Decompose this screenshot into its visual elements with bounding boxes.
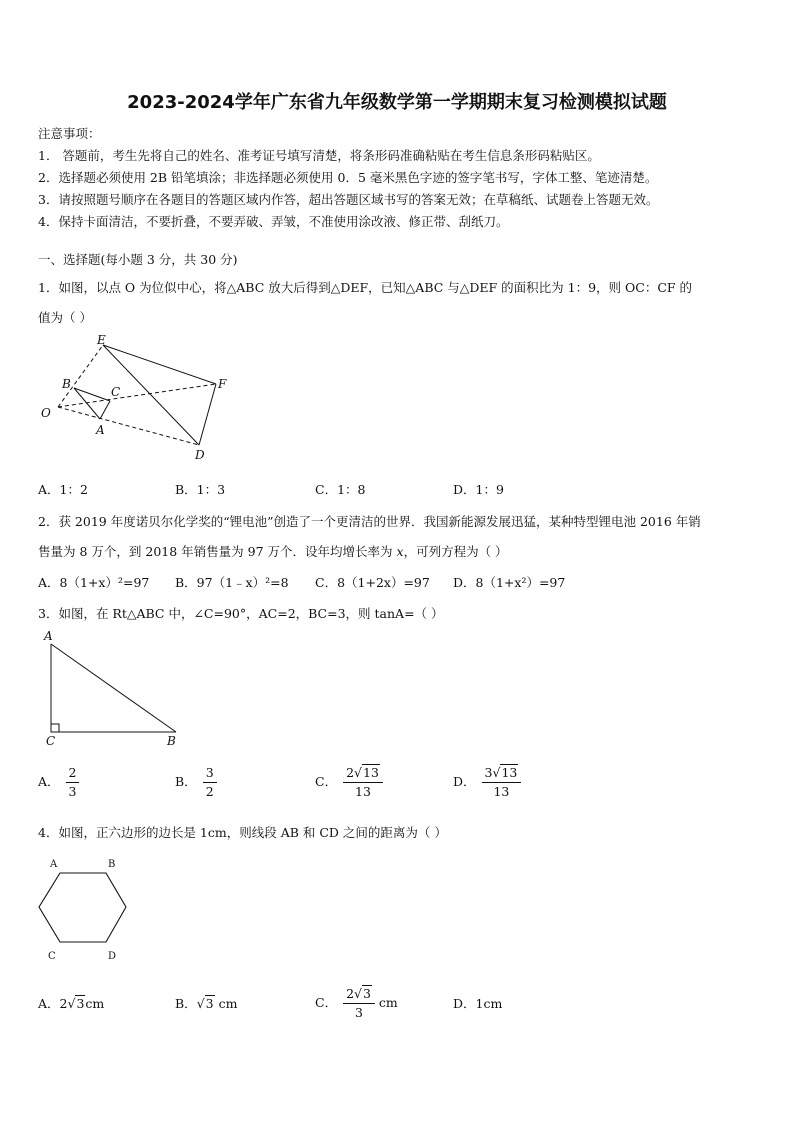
option-letter: B． xyxy=(175,774,197,789)
numerator xyxy=(343,764,383,783)
q2-option-b[interactable]: B．97（1﹣x）²=8 xyxy=(175,575,289,590)
vertex-label-b: B xyxy=(108,859,116,870)
point-label-b: B xyxy=(167,734,176,748)
notice-item: 2．选择题必须使用 2B 铅笔填涂；非选择题必须使用 0．5 毫米黑色字迹的签字笔书写，字体工整、笔迹清楚。 xyxy=(38,170,658,185)
unit: cm xyxy=(374,995,398,1010)
q3-option-c[interactable] xyxy=(315,764,383,801)
denominator: 13 xyxy=(355,784,371,799)
q3-option-d[interactable] xyxy=(453,764,521,801)
question-2-text-cont xyxy=(38,542,508,560)
notice-item: 1． 答题前，考生先将自己的姓名、准考证号填写清楚，将条形码准确粘贴在考生信息条形码粘贴区。 xyxy=(38,148,600,163)
option-letter: C． xyxy=(315,995,338,1010)
sqrt: √3 xyxy=(67,996,85,1011)
numerator xyxy=(482,764,522,783)
point-label-a: A xyxy=(96,423,105,437)
notice-heading: 注意事项： xyxy=(38,126,101,141)
fraction xyxy=(203,764,217,801)
coefficient: 2 xyxy=(346,765,355,780)
option-letter: D． xyxy=(453,774,476,789)
notice-item: 4．保持卡面清洁，不要折叠，不要弄破、弄皱，不准使用涂改液、修正带、刮纸刀。 xyxy=(38,214,509,229)
option-letter: B． xyxy=(175,996,197,1011)
point-label-c: C xyxy=(46,734,56,748)
fraction xyxy=(343,764,383,801)
sqrt: √13 xyxy=(354,765,379,780)
radicand: 13 xyxy=(501,765,518,780)
q4-option-a[interactable] xyxy=(38,994,104,1012)
q2-text-part: ，可列方程为（ ） xyxy=(403,544,508,559)
option-letter: A． xyxy=(38,996,60,1011)
coefficient: 2 xyxy=(346,986,355,1001)
point-label-f: F xyxy=(218,377,227,391)
q3-option-a[interactable] xyxy=(38,764,79,801)
hexagon-figure xyxy=(34,852,134,964)
denominator: 3 xyxy=(68,784,77,799)
fraction xyxy=(482,764,522,801)
q4-option-c[interactable] xyxy=(315,985,398,1022)
question-3-text: 3．如图，在 Rt△ABC 中，∠C=90°，AC=2，BC=3，则 tanA=（ ） xyxy=(38,606,444,621)
fraction xyxy=(66,764,80,801)
right-triangle-figure xyxy=(40,628,190,750)
point-label-a: A xyxy=(44,629,53,643)
vertex-label-d: D xyxy=(108,951,117,962)
q1-option-b[interactable]: B．1：3 xyxy=(175,482,226,497)
sqrt: √3 xyxy=(354,986,371,1001)
option-letter: A． xyxy=(38,774,60,789)
notice-item: 3．请按照题号顺序在各题目的答题区域内作答，超出答题区域书写的答案无效；在草稿纸、试题卷上答题无效。 xyxy=(38,192,659,207)
q2-option-c[interactable]: C．8（1+2x）=97 xyxy=(315,575,430,590)
unit: cm xyxy=(85,996,105,1011)
option-text: 1cm xyxy=(475,996,503,1011)
q4-option-d[interactable] xyxy=(453,994,502,1012)
vertex-label-c: C xyxy=(48,951,56,962)
point-label-b: B xyxy=(62,377,71,391)
radicand: 3 xyxy=(76,996,85,1011)
q2-text-part: 售量为 8 万个，到 2018 年销售量为 97 万个．设年均增长率为 xyxy=(38,544,397,559)
section-heading: 一、选择题(每小题 3 分，共 30 分) xyxy=(38,252,238,267)
numerator xyxy=(343,985,375,1004)
vertex-label-a: A xyxy=(50,859,58,870)
q4-option-b[interactable] xyxy=(175,994,237,1012)
q1-option-a[interactable]: A．1：2 xyxy=(38,482,88,497)
denominator: 13 xyxy=(493,784,510,799)
q2-option-a[interactable]: A．8（1+x）²=97 xyxy=(38,575,150,590)
point-label-o: O xyxy=(41,406,51,420)
sqrt: √3 xyxy=(196,996,214,1011)
question-1-text-cont: 值为（ ） xyxy=(38,310,92,325)
numerator: 2 xyxy=(66,764,80,783)
point-label-d: D xyxy=(195,448,205,462)
denominator: 2 xyxy=(205,784,214,799)
option-letter: C． xyxy=(315,774,338,789)
radicand: 3 xyxy=(205,996,214,1011)
q1-option-c[interactable]: C．1：8 xyxy=(315,482,366,497)
radicand: 3 xyxy=(363,986,371,1001)
unit: cm xyxy=(214,996,238,1011)
q2-variable: x xyxy=(396,544,404,559)
q3-option-b[interactable] xyxy=(175,764,217,801)
q1-option-d[interactable]: D．1：9 xyxy=(453,482,504,497)
homothety-figure xyxy=(36,332,236,467)
coefficient: 3 xyxy=(484,765,493,780)
q2-option-d[interactable]: D．8（1+x²）=97 xyxy=(453,575,566,590)
question-2-text: 2．获 2019 年度诺贝尔化学奖的“锂电池”创造了一个更清洁的世界．我国新能源发展迅猛，某种特型锂电池 2016 年销 xyxy=(38,514,701,529)
numerator: 3 xyxy=(203,764,217,783)
question-4-text: 4．如图，正六边形的边长是 1cm，则线段 AB 和 CD 之间的距离为（ ） xyxy=(38,825,447,840)
question-1-text: 1．如图，以点 O 为位似中心，将△ABC 放大后得到△DEF，已知△ABC 与△DEF 的面积比为 1：9，则 OC：CF 的 xyxy=(38,280,693,295)
fraction xyxy=(343,985,375,1022)
denominator: 3 xyxy=(355,1005,363,1020)
sqrt: √13 xyxy=(492,765,518,780)
page-title: 2023-2024学年广东省九年级数学第一学期期末复习检测模拟试题 xyxy=(127,92,667,113)
option-letter: D． xyxy=(453,996,476,1011)
radicand: 13 xyxy=(363,765,379,780)
coefficient: 2 xyxy=(59,996,68,1011)
point-label-c: C xyxy=(111,385,121,399)
point-label-e: E xyxy=(97,333,106,347)
